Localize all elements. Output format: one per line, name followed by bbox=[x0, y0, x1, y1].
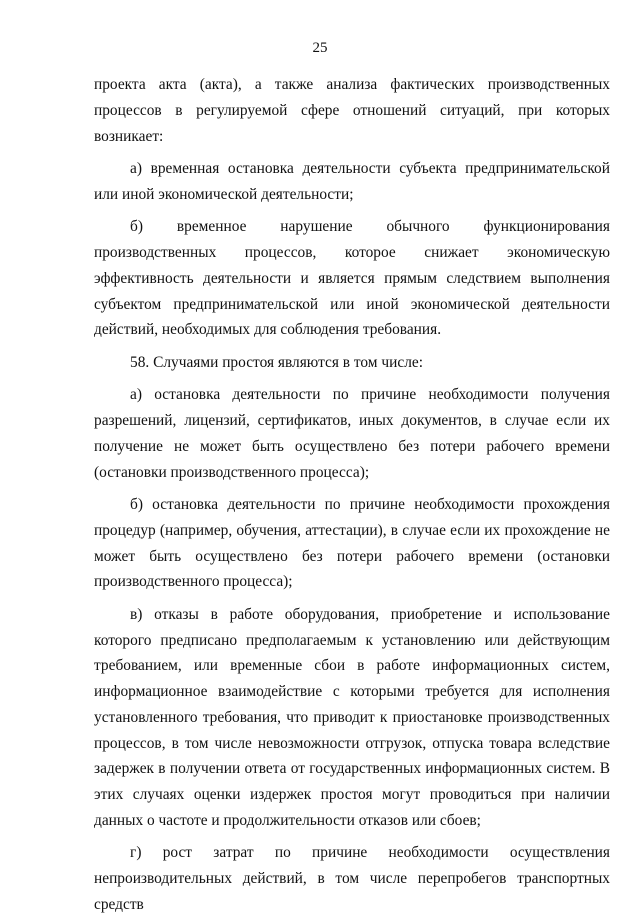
paragraph-item-a-suspension: а) временная остановка деятельности субъекта предпринимательской или иной экономической деятельности; bbox=[94, 159, 610, 203]
paragraph-item-g-cost-growth: г) рост затрат по причине необходимости осуществления непроизводительных действий, в том числе перепробегов транспортных средств bbox=[94, 844, 610, 914]
paragraph-item-b-disruption: б) временное нарушение обычного функционирования производственных процессов, которое снижает экономическую эффективность деятельности и является прямым следствием выполнения субъектом предпринимательской или иной экономической деятельности действий, необходимых для соблюдения требования. bbox=[94, 218, 610, 339]
document-body bbox=[94, 72, 610, 924]
page-number: 25 bbox=[312, 40, 328, 56]
paragraph-continuation: проекта акта (акта), а также анализа фактических производственных процессов в регулируемой сфере отношений ситуаций, при которых возникает: bbox=[94, 76, 610, 145]
paragraph-item-a-permits: а) остановка деятельности по причине необходимости получения разрешений, лицензий, сертификатов, иных документов, в случае если их получение не может быть осуществлено без потери рабочего времени (остановки производственного процесса); bbox=[94, 386, 610, 481]
paragraph-item-b-procedures: б) остановка деятельности по причине необходимости прохождения процедур (например, обучения, аттестации), в случае если их прохождение не может быть осуществлено без потери рабочего времени (остановки производственного процесса); bbox=[94, 495, 610, 591]
paragraph-item-v-equipment-failures: в) отказы в работе оборудования, приобретение и использование которого предписано предполагаемым к установлению или действующим требованием, или временные сбои в работе информационных систем, информационное взаимодействие с которыми требуется для исполнения установленного требования, что приводит к приостановке производственных процессов, в том числе невозможности отгрузок, отпуска товара вследствие задержек в получении ответа от государственных информационных систем. В этих случаях оценки издержек простоя могут проводиться при наличии данных о частоте и продолжительности отказов или сбоев; bbox=[94, 605, 610, 830]
paragraph-clause-58: 58. Случаями простоя являются в том числе: bbox=[130, 353, 423, 371]
